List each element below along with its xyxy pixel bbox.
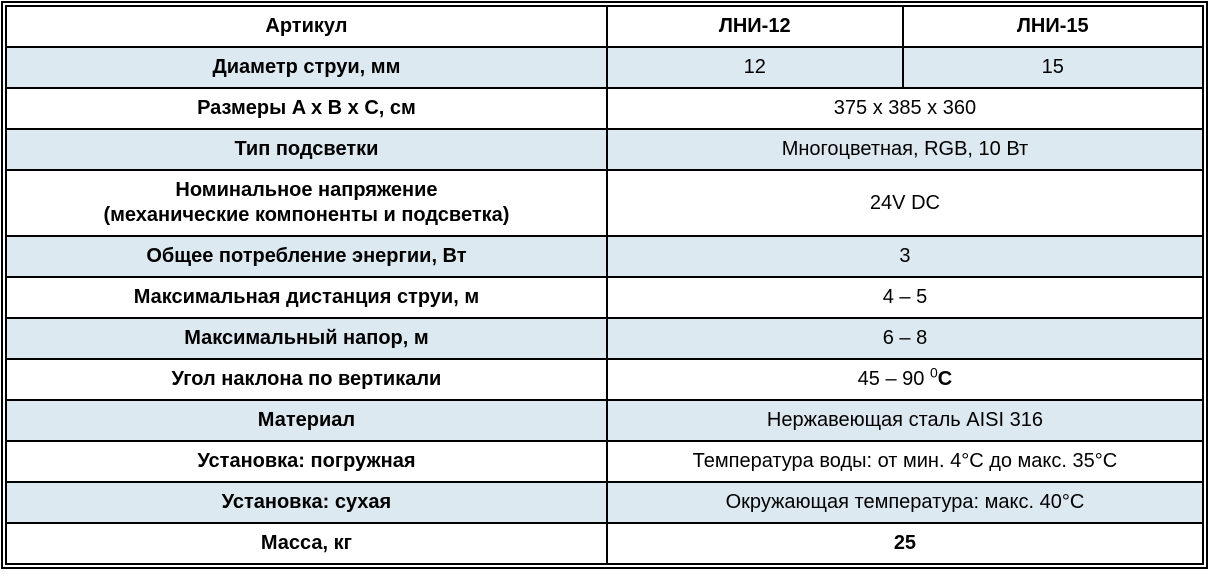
param-label-cell: Тип подсветки [6, 129, 607, 170]
param-label-cell: Общее потребление энергии, Вт [6, 236, 607, 277]
param-label-cell: Угол наклона по вертикали [6, 359, 607, 400]
value-cell: Многоцветная, RGB, 10 Вт [607, 129, 1203, 170]
header-model-1-cell: ЛНИ-12 [607, 6, 903, 47]
value-cell: 3 [607, 236, 1203, 277]
param-label-line-2: (механические компоненты и подсветка) [103, 204, 510, 226]
table-row-installation-dry [6, 482, 1203, 523]
spec-table [5, 5, 1204, 565]
superscript-zero: 0 [929, 364, 938, 381]
param-label-cell [6, 170, 607, 236]
value-cell: 24V DC [607, 170, 1203, 236]
param-label-cell: Диаметр струи, мм [6, 47, 607, 88]
table-row-max-jet-distance [6, 277, 1203, 318]
table-row-light-type [6, 129, 1203, 170]
value-cell: 25 [607, 523, 1203, 564]
value-cell: 6 – 8 [607, 318, 1203, 359]
table-row-installation-submerged [6, 441, 1203, 482]
param-label-cell: Установка: сухая [6, 482, 607, 523]
param-label-cell: Размеры A x B x C, см [6, 88, 607, 129]
table-row-power-consumption [6, 236, 1203, 277]
value-cell [607, 359, 1203, 400]
table-row-jet-diameter [6, 47, 1203, 88]
tilt-angle-range: 45 – 90 [857, 368, 930, 390]
param-label-cell: Максимальная дистанция струи, м [6, 277, 607, 318]
value-cell: Нержавеющая сталь AISI 316 [607, 400, 1203, 441]
param-label-cell: Установка: погружная [6, 441, 607, 482]
table-header-row [6, 6, 1203, 47]
param-label-cell: Максимальный напор, м [6, 318, 607, 359]
table-row-tilt-angle [6, 359, 1203, 400]
table-row-mass [6, 523, 1203, 564]
header-model-2-cell: ЛНИ-15 [903, 6, 1203, 47]
header-param-cell: Артикул [6, 6, 607, 47]
table-row-max-head [6, 318, 1203, 359]
table-row-dimensions [6, 88, 1203, 129]
value-cell: Окружающая температура: макс. 40°C [607, 482, 1203, 523]
value-cell: 375 x 385 x 360 [607, 88, 1203, 129]
value-cell-model-1: 12 [607, 47, 903, 88]
table-row-material [6, 400, 1203, 441]
value-cell: 4 – 5 [607, 277, 1203, 318]
param-label-cell: Материал [6, 400, 607, 441]
tilt-angle-unit: C [937, 368, 953, 390]
value-cell: Температура воды: от мин. 4°C до макс. 35°C [607, 441, 1203, 482]
table-row-nominal-voltage [6, 170, 1203, 236]
spec-table-frame [1, 1, 1208, 569]
value-cell-model-2: 15 [903, 47, 1203, 88]
param-label-line-1: Номинальное напряжение [175, 179, 438, 201]
param-label-cell: Масса, кг [6, 523, 607, 564]
